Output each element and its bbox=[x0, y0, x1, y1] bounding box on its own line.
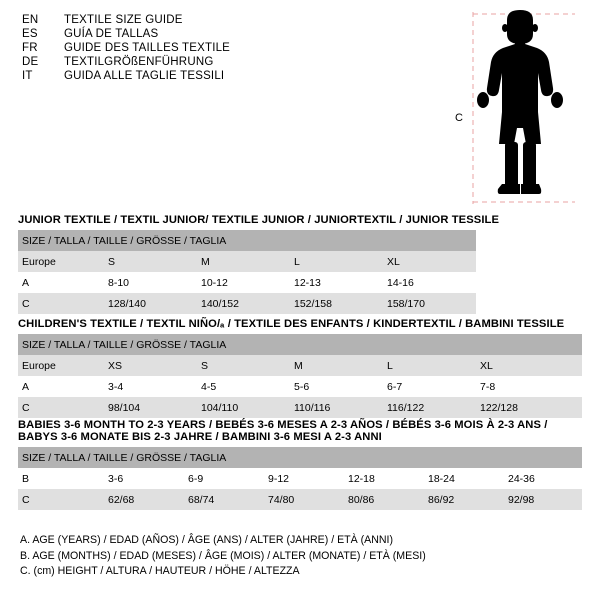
table-header-label: SIZE / TALLA / TAILLE / GRÖSSE / TAGLIA bbox=[18, 230, 383, 251]
section-title-junior: JUNIOR TEXTILE / TEXTIL JUNIOR/ TEXTILE JUNIOR / JUNIORTEXTIL / JUNIOR TESSILE bbox=[18, 214, 500, 226]
cell-c-2: 152/158 bbox=[290, 293, 383, 314]
cell-col-4: L bbox=[383, 355, 476, 376]
cell-c-3: 116/122 bbox=[383, 397, 476, 418]
cell-c-2: 110/116 bbox=[290, 397, 383, 418]
cell-c-0: 98/104 bbox=[104, 397, 197, 418]
cell-c-1: 104/110 bbox=[197, 397, 290, 418]
cell-a-1: 10-12 bbox=[197, 272, 290, 293]
table-children bbox=[18, 334, 582, 418]
cell-col-0: Europe bbox=[18, 355, 104, 376]
cell-col-2: S bbox=[197, 355, 290, 376]
cell-a-3: 6-7 bbox=[383, 376, 476, 397]
table-row bbox=[18, 489, 582, 510]
cell-col-1: XS bbox=[104, 355, 197, 376]
table-row bbox=[18, 397, 582, 418]
header-row bbox=[22, 14, 442, 26]
row-label-a: A bbox=[18, 376, 104, 397]
header-row bbox=[22, 28, 442, 40]
legend-item-b: B. AGE (MONTHS) / EDAD (MESES) / ÂGE (MOIS) / ALTER (MONATE) / ETÀ (MESI) bbox=[20, 549, 426, 562]
cell-c-4: 86/92 bbox=[424, 489, 504, 510]
table-babies bbox=[18, 447, 582, 510]
cell-col-1: S bbox=[104, 251, 197, 272]
cell-b-4: 18-24 bbox=[424, 468, 504, 489]
table-junior bbox=[18, 230, 582, 314]
row-label-b: B bbox=[18, 468, 104, 489]
header-title-it: GUIDA ALLE TAGLIE TESSILI bbox=[64, 70, 225, 82]
cell-a-3: 14-16 bbox=[383, 272, 476, 293]
legend bbox=[20, 533, 580, 580]
row-label-c: C bbox=[18, 397, 104, 418]
cell-empty bbox=[476, 272, 582, 293]
legend-item-c: C. (cm) HEIGHT / ALTURA / HAUTEUR / HÖHE / ALTEZZA bbox=[20, 565, 300, 577]
section-babies bbox=[18, 419, 582, 510]
section-junior bbox=[18, 214, 582, 314]
section-title-children: CHILDREN'S TEXTILE / TEXTIL NIÑO/ₐ / TEXTILE DES ENFANTS / KINDERTEXTIL / BAMBINI TESSILE bbox=[18, 318, 565, 330]
cell-col-4: XL bbox=[383, 251, 476, 272]
cell-a-0: 3-4 bbox=[104, 376, 197, 397]
header-lang-de: DE bbox=[22, 56, 39, 68]
header-title-de: TEXTILGRÖßENFÜHRUNG bbox=[64, 56, 214, 68]
cell-c-0: 128/140 bbox=[104, 293, 197, 314]
cell-c-1: 140/152 bbox=[197, 293, 290, 314]
cell-a-4: 7-8 bbox=[476, 376, 582, 397]
header-row bbox=[22, 42, 442, 54]
section-title-babies-line1: BABIES 3-6 MONTH TO 2-3 YEARS / BEBÉS 3-6 MESES A 2-3 AÑOS / BÉBÉS 3-6 MOIS À 2-3 ANS / bbox=[18, 419, 548, 431]
header-lang-en: EN bbox=[22, 14, 39, 26]
header-title-en: TEXTILE SIZE GUIDE bbox=[64, 14, 183, 26]
table-row bbox=[18, 272, 582, 293]
cell-col-0: Europe bbox=[18, 251, 104, 272]
header bbox=[22, 14, 442, 84]
table-header-row bbox=[18, 447, 582, 468]
cell-c-3: 158/170 bbox=[383, 293, 476, 314]
header-title-es: GUÍA DE TALLAS bbox=[64, 28, 159, 40]
cell-a-2: 5-6 bbox=[290, 376, 383, 397]
header-row bbox=[22, 56, 442, 68]
table-header-pad bbox=[383, 230, 476, 251]
toddler-silhouette-icon bbox=[455, 8, 590, 208]
cell-b-0: 3-6 bbox=[104, 468, 184, 489]
cell-b-2: 9-12 bbox=[264, 468, 344, 489]
row-label-c: C bbox=[18, 489, 104, 510]
header-lang-es: ES bbox=[22, 28, 38, 40]
cell-c-5: 92/98 bbox=[504, 489, 582, 510]
header-lang-fr: FR bbox=[22, 42, 38, 54]
cell-b-3: 12-18 bbox=[344, 468, 424, 489]
row-label-a: A bbox=[18, 272, 104, 293]
cell-a-1: 4-5 bbox=[197, 376, 290, 397]
table-row bbox=[18, 293, 582, 314]
cell-a-0: 8-10 bbox=[104, 272, 197, 293]
table-header-empty bbox=[476, 230, 582, 251]
section-children bbox=[18, 318, 582, 418]
cell-empty bbox=[476, 293, 582, 314]
table-header-row bbox=[18, 230, 582, 251]
cell-b-5: 24-36 bbox=[504, 468, 582, 489]
table-row bbox=[18, 468, 582, 489]
header-lang-it: IT bbox=[22, 70, 33, 82]
cell-col-3: M bbox=[290, 355, 383, 376]
legend-item-a: A. AGE (YEARS) / EDAD (AÑOS) / ÂGE (ANS) / ALTER (JAHRE) / ETÀ (ANNI) bbox=[20, 534, 393, 546]
height-measure-label: C bbox=[455, 112, 463, 124]
table-row bbox=[18, 355, 582, 376]
cell-c-4: 122/128 bbox=[476, 397, 582, 418]
header-title-fr: GUIDE DES TAILLES TEXTILE bbox=[64, 42, 231, 54]
table-row bbox=[18, 251, 582, 272]
cell-c-3: 80/86 bbox=[344, 489, 424, 510]
cell-b-1: 6-9 bbox=[184, 468, 264, 489]
measurement-figure bbox=[455, 8, 590, 208]
cell-c-1: 68/74 bbox=[184, 489, 264, 510]
table-header-row bbox=[18, 334, 582, 355]
cell-empty bbox=[476, 251, 582, 272]
cell-c-0: 62/68 bbox=[104, 489, 184, 510]
header-row bbox=[22, 70, 442, 82]
cell-col-2: M bbox=[197, 251, 290, 272]
cell-c-2: 74/80 bbox=[264, 489, 344, 510]
row-label-c: C bbox=[18, 293, 104, 314]
cell-a-2: 12-13 bbox=[290, 272, 383, 293]
section-title-babies-line2: BABYS 3-6 MONATE BIS 2-3 JAHRE / BAMBINI 3-6 MESI A 2-3 ANNI bbox=[18, 431, 382, 443]
table-row bbox=[18, 376, 582, 397]
cell-col-5: XL bbox=[476, 355, 582, 376]
table-header-label: SIZE / TALLA / TAILLE / GRÖSSE / TAGLIA bbox=[18, 334, 582, 355]
cell-col-3: L bbox=[290, 251, 383, 272]
table-header-label: SIZE / TALLA / TAILLE / GRÖSSE / TAGLIA bbox=[18, 447, 582, 468]
